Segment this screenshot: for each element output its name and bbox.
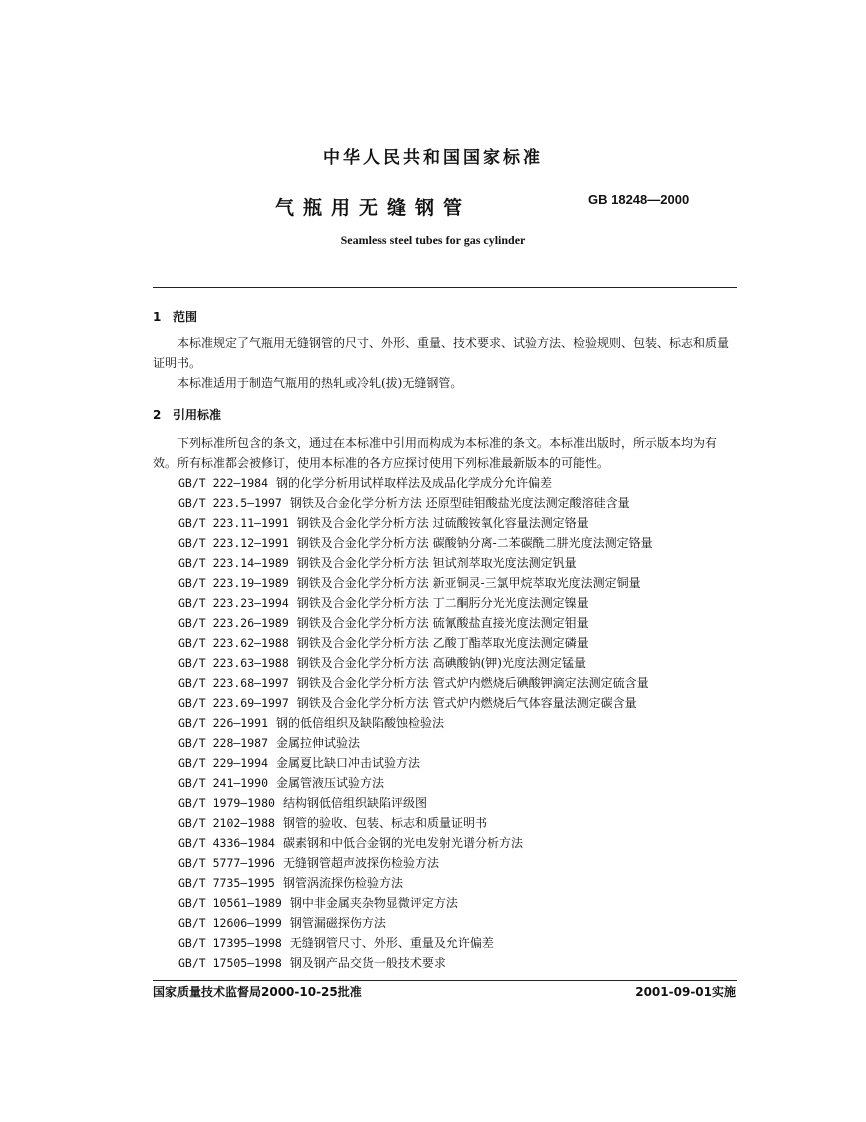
reference-code: GB/T 222—1984 <box>178 476 269 490</box>
reference-code: GB/T 1979—1980 <box>178 796 275 810</box>
reference-title: 钢管的验收、包装、标志和质量证明书 <box>282 816 487 830</box>
reference-item <box>178 853 439 873</box>
paragraph-text: 下列标准所包含的条文，通过在本标准中引用而构成为本标准的条文。本标准出版时，所示版本均为有效。所有标准都会被修订，使用本标准的各方应探讨使用下列标准最新版本的可能性。 <box>153 436 718 470</box>
reference-title: 钢铁及合金化学分析方法 管式炉内燃烧后气体容量法测定碳含量 <box>296 696 637 710</box>
reference-item <box>178 893 458 913</box>
reference-title: 碳素钢和中低合金钢的光电发射光谱分析方法 <box>282 836 523 850</box>
reference-item <box>178 593 589 613</box>
reference-code: GB/T 223.19—1989 <box>178 576 289 590</box>
english-title: Seamless steel tubes for gas cylinder <box>340 233 526 247</box>
reference-item <box>178 513 589 533</box>
reference-title: 钢铁及合金化学分析方法 高碘酸钠(钾)光度法测定锰量 <box>296 656 586 670</box>
header-divider <box>153 287 737 288</box>
reference-title: 钢铁及合金化学分析方法 硫氰酸盐直接光度法测定钼量 <box>296 616 589 630</box>
reference-title: 钢铁及合金化学分析方法 管式炉内燃烧后碘酸钾滴定法测定硫含量 <box>296 676 649 690</box>
section-2-number: 2 <box>153 408 162 422</box>
reference-item <box>178 793 427 813</box>
reference-code: GB/T 226—1991 <box>178 716 269 730</box>
reference-title: 钢铁及合金化学分析方法 新亚铜灵-三氯甲烷萃取光度法测定铜量 <box>296 576 641 590</box>
reference-code: GB/T 4336—1984 <box>178 836 275 850</box>
reference-title: 钢铁及合金化学分析方法 过硫酸铵氧化容量法测定铬量 <box>296 516 589 530</box>
reference-title: 钢铁及合金化学分析方法 还原型硅钼酸盐光度法测定酸溶硅含量 <box>289 496 630 510</box>
reference-code: GB/T 223.63—1988 <box>178 656 289 670</box>
section-1-paragraph-1 <box>153 333 738 373</box>
reference-item <box>178 673 649 693</box>
reference-code: GB/T 223.14—1989 <box>178 556 289 570</box>
reference-title: 无缝钢管超声波探伤检验方法 <box>282 856 439 870</box>
reference-code: GB/T 2102—1988 <box>178 816 275 830</box>
footer-divider <box>153 980 737 981</box>
document-title: 气瓶用无缝钢管 <box>275 197 472 219</box>
reference-item <box>178 693 637 713</box>
section-1-heading <box>153 308 197 325</box>
reference-item <box>178 813 487 833</box>
paragraph-text: 本标准适用于制造气瓶用的热轧或冷轧(拔)无缝钢管。 <box>177 376 463 390</box>
reference-item <box>178 553 577 573</box>
reference-item <box>178 773 384 793</box>
reference-code: GB/T 223.11—1991 <box>178 516 289 530</box>
reference-item <box>178 953 446 973</box>
reference-item <box>178 653 586 673</box>
reference-code: GB/T 7735—1995 <box>178 876 275 890</box>
reference-title: 无缝钢管尺寸、外形、重量及允许偏差 <box>289 936 494 950</box>
reference-title: 钢铁及合金化学分析方法 丁二酮肟分光光度法测定镍量 <box>296 596 589 610</box>
reference-item <box>178 753 420 773</box>
reference-item <box>178 873 403 893</box>
reference-item <box>178 533 653 553</box>
section-2-title: 引用标准 <box>173 408 222 422</box>
reference-item <box>178 833 523 853</box>
reference-title: 钢的化学分析用试样取样法及成品化学成分允许偏差 <box>276 476 553 490</box>
reference-code: GB/T 223.68—1997 <box>178 676 289 690</box>
reference-title: 结构钢低倍组织缺陷评级图 <box>282 796 427 810</box>
reference-title: 钢管涡流探伤检验方法 <box>282 876 403 890</box>
reference-code: GB/T 223.69—1997 <box>178 696 289 710</box>
reference-title: 金属拉伸试验法 <box>276 736 361 750</box>
reference-item <box>178 713 444 733</box>
reference-code: GB/T 223.12—1991 <box>178 536 289 550</box>
reference-code: GB/T 228—1987 <box>178 736 269 750</box>
reference-code: GB/T 223.62—1988 <box>178 636 289 650</box>
approval-date: 国家质量技术监督局2000-10-25批准 <box>153 985 362 999</box>
reference-title: 金属管液压试验方法 <box>276 776 385 790</box>
implementation-date: 2001-09-01实施 <box>635 985 736 999</box>
reference-code: GB/T 223.26—1989 <box>178 616 289 630</box>
reference-item <box>178 613 589 633</box>
reference-code: GB/T 17395—1998 <box>178 936 282 950</box>
reference-title: 钢的低倍组织及缺陷酸蚀检验法 <box>276 716 445 730</box>
reference-code: GB/T 223.5—1997 <box>178 496 282 510</box>
reference-item <box>178 733 360 753</box>
reference-item <box>178 913 386 933</box>
section-1-number: 1 <box>153 310 162 324</box>
section-2-intro <box>153 433 738 473</box>
reference-code: GB/T 5777—1996 <box>178 856 275 870</box>
reference-item <box>178 573 641 593</box>
reference-code: GB/T 223.23—1994 <box>178 596 289 610</box>
reference-title: 钢铁及合金化学分析方法 钽试剂萃取光度法测定钒量 <box>296 556 577 570</box>
reference-code: GB/T 10561—1989 <box>178 896 282 910</box>
section-1-title: 范围 <box>173 310 198 324</box>
reference-code: GB/T 229—1994 <box>178 756 269 770</box>
national-standard-heading: 中华人民共和国国家标准 <box>323 148 543 168</box>
section-2-heading <box>153 406 221 423</box>
reference-code: GB/T 241—1990 <box>178 776 269 790</box>
reference-item <box>178 473 552 493</box>
reference-title: 钢铁及合金化学分析方法 乙酸丁酯萃取光度法测定磷量 <box>296 636 589 650</box>
reference-code: GB/T 17505—1998 <box>178 956 282 970</box>
reference-title: 钢铁及合金化学分析方法 碳酸钠分离-二苯碳酰二肼光度法测定铬量 <box>296 536 653 550</box>
reference-item <box>178 493 630 513</box>
paragraph-text: 本标准规定了气瓶用无缝钢管的尺寸、外形、重量、技术要求、试验方法、检验规则、包装、标志和质量证明书。 <box>153 336 730 370</box>
reference-code: GB/T 12606—1999 <box>178 916 282 930</box>
reference-item <box>178 633 589 653</box>
reference-title: 金属夏比缺口冲击试验方法 <box>276 756 421 770</box>
reference-item <box>178 933 494 953</box>
reference-title: 钢管漏磁探伤方法 <box>289 916 386 930</box>
reference-title: 钢中非金属夹杂物显微评定方法 <box>289 896 458 910</box>
reference-title: 钢及钢产品交货一般技术要求 <box>289 956 446 970</box>
section-1-paragraph-2 <box>153 373 738 393</box>
standard-code: GB 18248—2000 <box>588 192 690 207</box>
